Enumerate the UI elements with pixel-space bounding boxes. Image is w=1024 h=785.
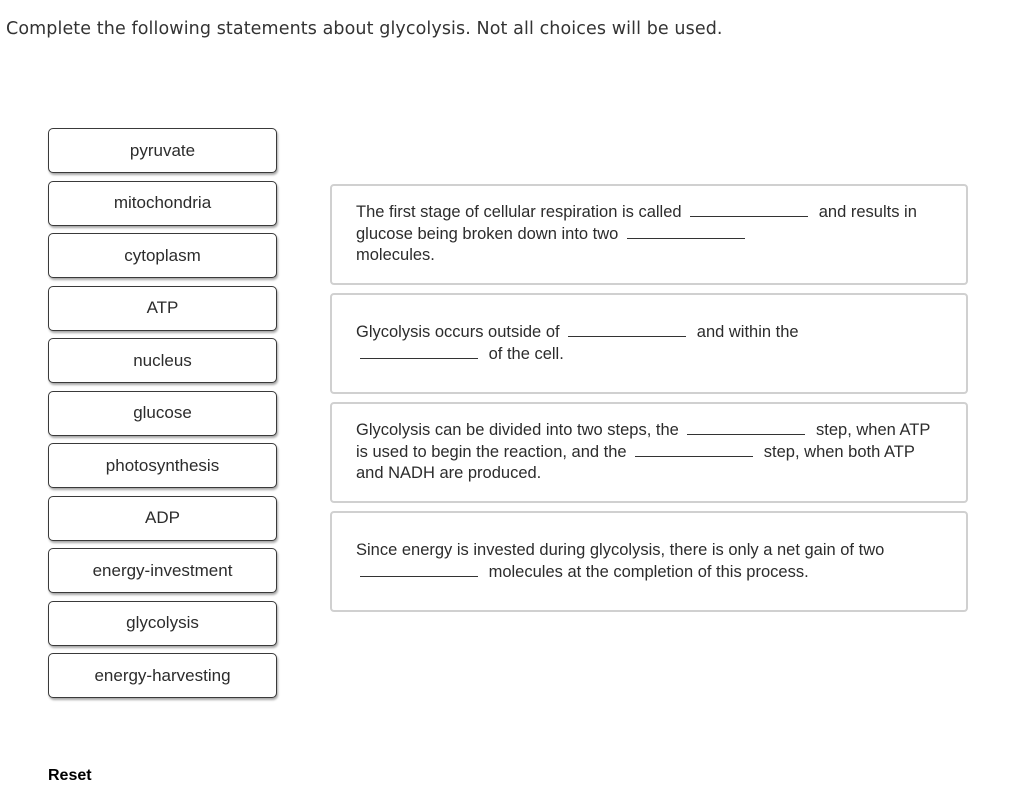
drop-target[interactable] xyxy=(627,224,745,239)
choice-bank xyxy=(48,128,277,706)
drop-target[interactable] xyxy=(360,562,478,577)
statement-text-part: Glycolysis can be divided into two steps, the xyxy=(356,421,679,440)
statement-text-part: The first stage of cellular respiration is called xyxy=(356,203,682,222)
choice-chip[interactable]: energy-investment xyxy=(48,548,277,593)
statement-text-part: and results in glucose being broken down into two xyxy=(356,203,917,243)
statement-text-part: Since energy is invested during glycolysis, there is only a net gain of two xyxy=(356,541,885,559)
statement-text-part: of the cell. xyxy=(488,344,564,363)
statement-text xyxy=(356,420,942,485)
statement-text xyxy=(356,202,942,267)
statement-text xyxy=(356,322,799,365)
statement-text-part: step, when ATP is used to begin the reaction, and the xyxy=(356,421,931,461)
drop-target[interactable] xyxy=(568,322,686,337)
choice-chip[interactable]: glucose xyxy=(48,391,277,436)
statement-list xyxy=(330,184,968,620)
drop-target[interactable] xyxy=(690,202,808,217)
instructions-text: Complete the following statements about glycolysis. Not all choices will be used. xyxy=(6,19,723,39)
drop-target[interactable] xyxy=(687,420,805,435)
statement-box xyxy=(330,184,968,285)
drop-target[interactable] xyxy=(360,344,478,359)
choice-chip[interactable]: mitochondria xyxy=(48,181,277,226)
choice-chip[interactable]: nucleus xyxy=(48,338,277,383)
choice-chip[interactable]: photosynthesis xyxy=(48,443,277,488)
choice-chip[interactable]: cytoplasm xyxy=(48,233,277,278)
reset-button[interactable]: Reset xyxy=(48,767,92,784)
choice-chip[interactable]: energy-harvesting xyxy=(48,653,277,698)
choice-chip[interactable]: ADP xyxy=(48,496,277,541)
statement-box xyxy=(330,511,968,612)
choice-chip[interactable]: ATP xyxy=(48,286,277,331)
statement-text-part: and within the xyxy=(696,323,799,341)
statement-text-part: molecules at the completion of this process. xyxy=(488,562,809,581)
choice-chip[interactable]: pyruvate xyxy=(48,128,277,173)
statement-text-part: Glycolysis occurs outside of xyxy=(356,323,560,341)
statement-text-part: step, when both ATP and NADH are produced. xyxy=(356,442,915,483)
statement-box xyxy=(330,402,968,503)
drop-target[interactable] xyxy=(635,442,753,457)
choice-chip[interactable]: glycolysis xyxy=(48,601,277,646)
statement-text-part: molecules. xyxy=(356,246,435,265)
statement-box xyxy=(330,293,968,394)
statement-text xyxy=(356,540,942,583)
